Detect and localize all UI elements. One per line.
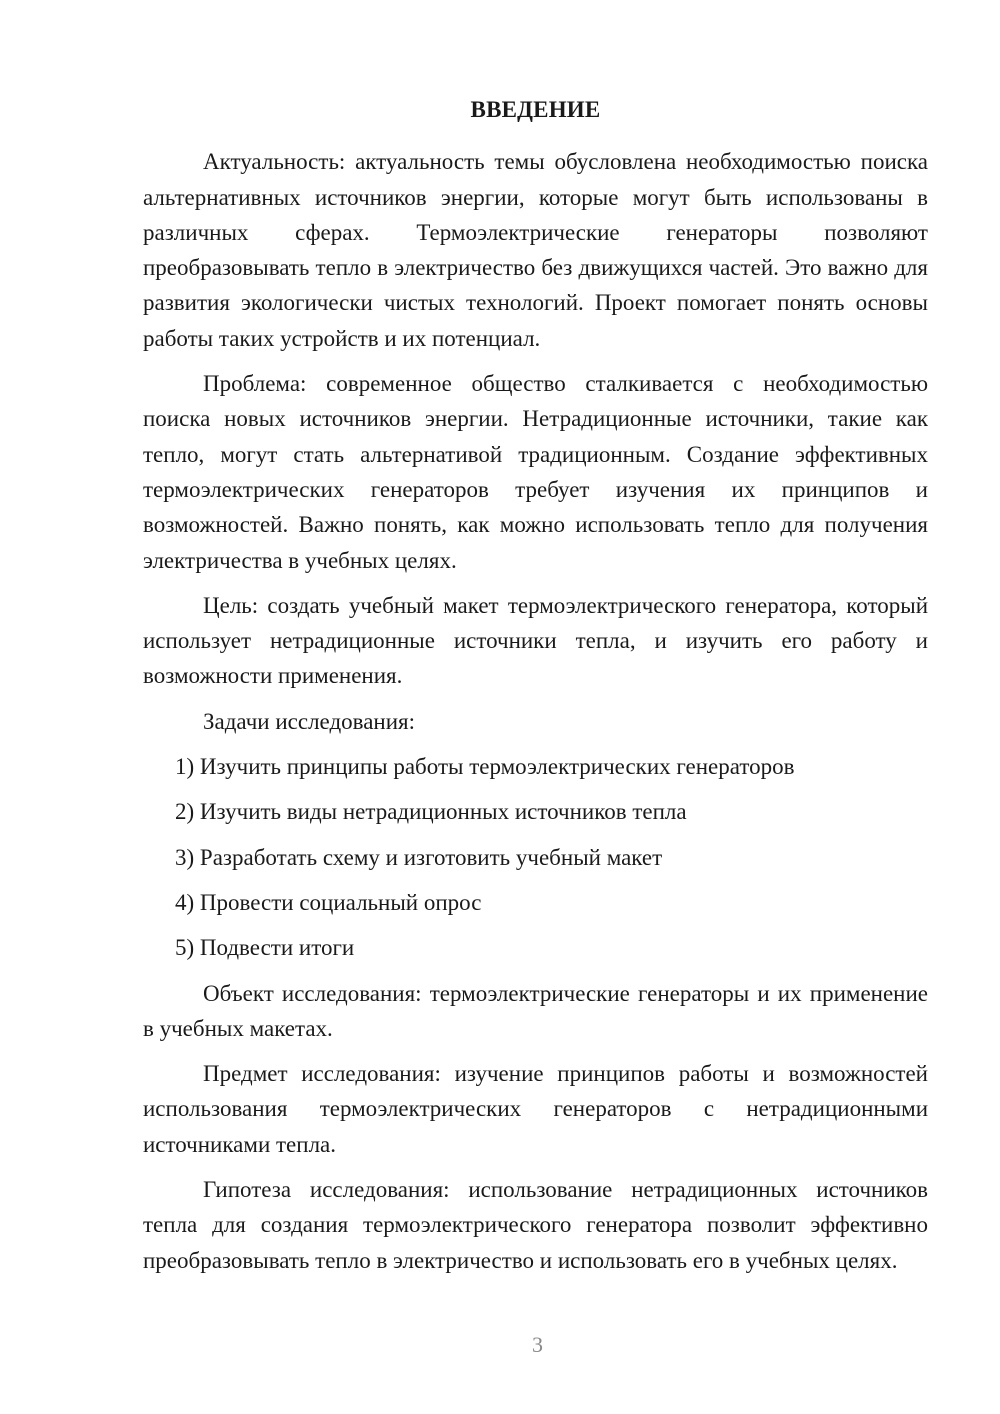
section-title: ВВЕДЕНИЕ <box>470 97 601 122</box>
task-list <box>143 749 928 965</box>
task-item: 3) Разработать схему и изготовить учебный макет <box>175 844 663 870</box>
paragraph-relevance: Актуальность: актуальность темы обусловлена необходимостью поиска альтернативных источников энергии, которые могут быть использованы в различных сферах. Термоэлектрические генераторы позволяют преобразовывать тепло в электричество без движущихся частей. Это важно для развития экологически чистых технологий. Проект помогает понять основы работы таких устройств и их потенциал. <box>143 149 928 351</box>
paragraph-goal: Цель: создать учебный макет термоэлектрического генератора, который использует нетрадиционные источники тепла, и изучить его работу и возможности применения. <box>143 592 928 689</box>
page-number: 3 <box>532 1332 543 1357</box>
tasks-heading: Задачи исследования: <box>203 708 416 734</box>
paragraph-subject: Предмет исследования: изучение принципов работы и возможностей использования термоэлектрических генераторов с нетрадиционными источниками тепла. <box>143 1061 928 1157</box>
task-item: 1) Изучить принципы работы термоэлектрических генераторов <box>175 754 795 780</box>
paragraph-hypothesis: Гипотеза исследования: использование нетрадиционных источников тепла для создания термоэлектрического генератора позволит эффективно преобразовывать тепло в электричество и использовать его в учебных целях. <box>143 1177 928 1273</box>
paragraph-problem: Проблема: современное общество сталкивается с необходимостью поиска новых источников энергии. Нетрадиционные источники, такие как тепло, могут стать альтернативой традиционным. Создание эффективных термоэлектрических генераторов требует изучения их принципов и возможностей. Важно понять, как можно использовать тепло для получения электричества в учебных целях. <box>143 371 928 573</box>
task-item: 5) Подвести итоги <box>175 935 355 961</box>
paragraph-object: Объект исследования: термоэлектрические генераторы и их применение в учебных макетах. <box>143 980 928 1041</box>
document-page <box>143 92 928 1288</box>
task-item: 2) Изучить виды нетрадиционных источников тепла <box>175 799 687 825</box>
task-item: 4) Провести социальный опрос <box>175 889 482 915</box>
